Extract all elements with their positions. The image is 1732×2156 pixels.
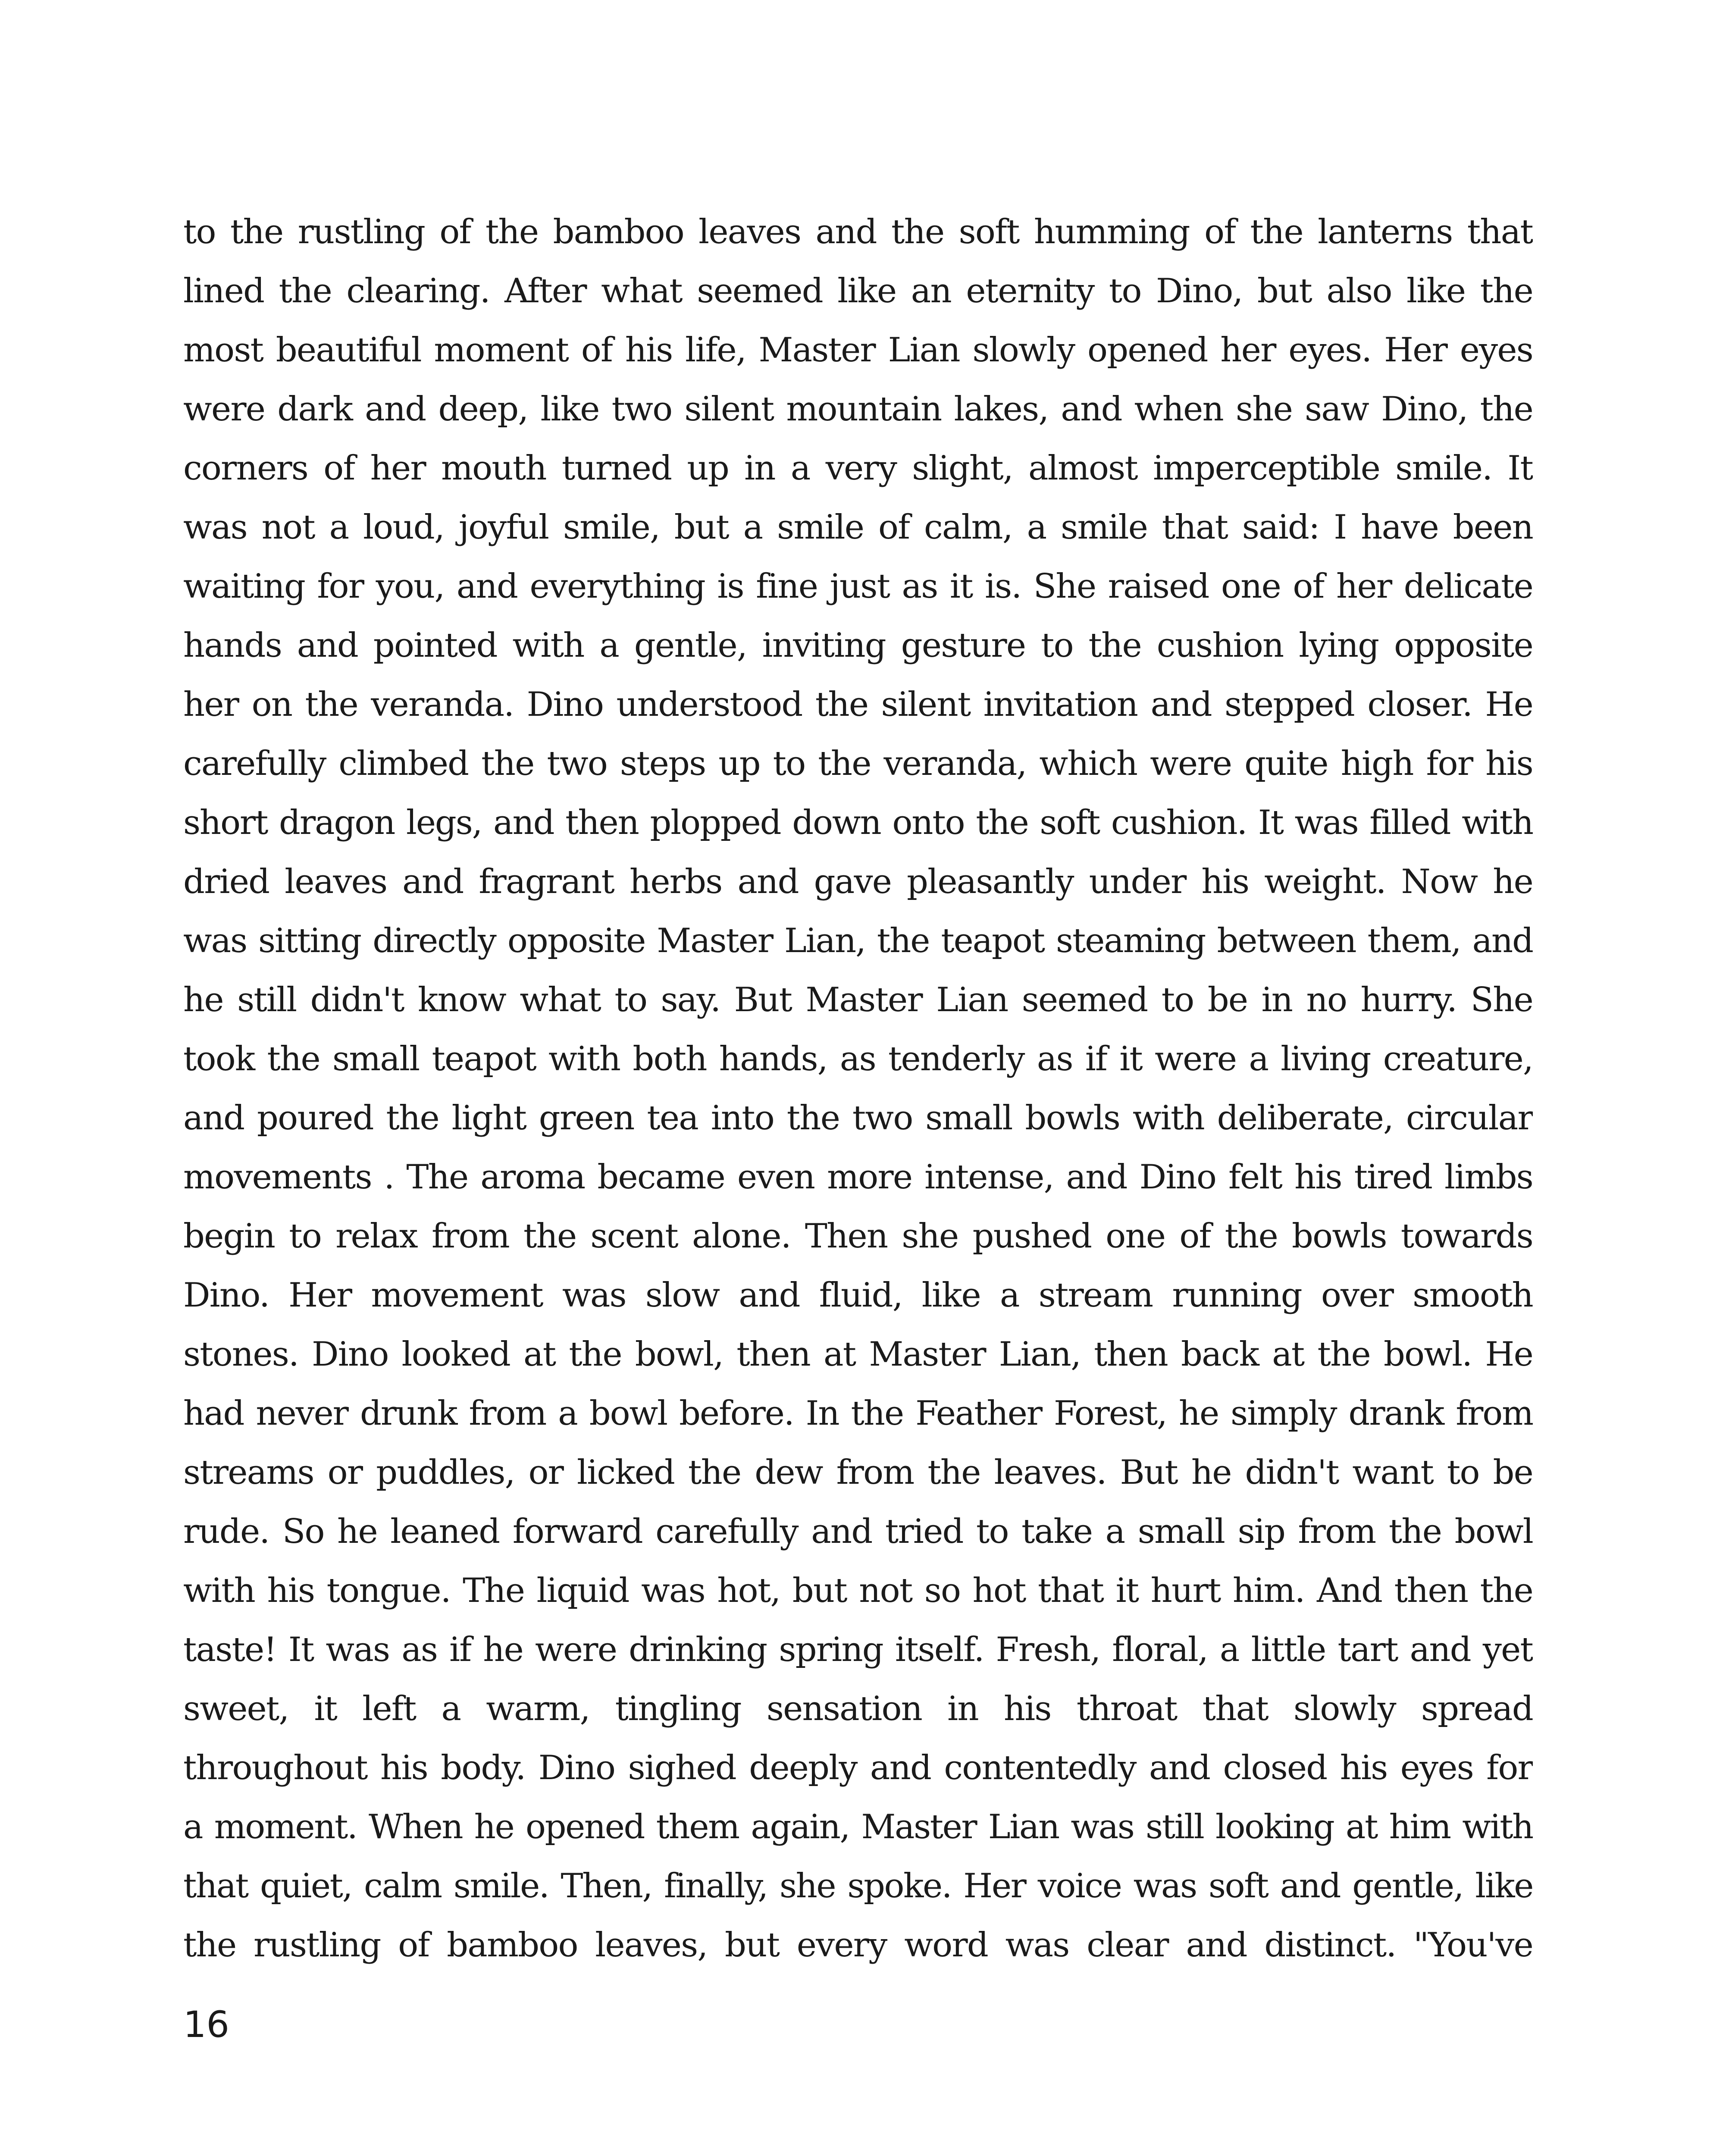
text-line: most beautiful moment of his life, Master Lian slowly opened her eyes. Her eyes (183, 331, 1533, 370)
text-line: was sitting directly opposite Master Lian, the teapot steaming between them, and (183, 921, 1533, 960)
body-text (183, 203, 1533, 1975)
text-line: stones. Dino looked at the bowl, then at Master Lian, then back at the bowl. He (183, 1335, 1533, 1374)
text-line: were dark and deep, like two silent mountain lakes, and when she saw Dino, the (183, 390, 1533, 429)
text-line: had never drunk from a bowl before. In the Feather Forest, he simply drank from (183, 1394, 1533, 1433)
text-line: her on the veranda. Dino understood the silent invitation and stepped closer. He (183, 685, 1533, 724)
text-line: streams or puddles, or licked the dew from the leaves. But he didn't want to be (183, 1453, 1533, 1492)
text-line: dried leaves and fragrant herbs and gave pleasantly under his weight. Now he (183, 862, 1533, 901)
text-line: the rustling of bamboo leaves, but every word was clear and distinct. "You've (183, 1926, 1533, 1965)
text-line: he still didn't know what to say. But Master Lian seemed to be in no hurry. She (183, 981, 1533, 1019)
text-line: begin to relax from the scent alone. Then she pushed one of the bowls towards (183, 1217, 1533, 1256)
text-line: sweet, it left a warm, tingling sensation in his throat that slowly spread (183, 1689, 1533, 1728)
text-line: waiting for you, and everything is fine just as it is. She raised one of her delicate (183, 567, 1533, 606)
text-line: took the small teapot with both hands, as tenderly as if it were a living creature, (183, 1040, 1533, 1078)
text-line: was not a loud, joyful smile, but a smile of calm, a smile that said: I have been (183, 508, 1533, 547)
text-line: short dragon legs, and then plopped down onto the soft cushion. It was filled with (183, 803, 1533, 842)
text-line: with his tongue. The liquid was hot, but not so hot that it hurt him. And then the (183, 1571, 1533, 1610)
text-line: taste! It was as if he were drinking spring itself. Fresh, floral, a little tart and yet (183, 1630, 1533, 1669)
text-line: carefully climbed the two steps up to the veranda, which were quite high for his (183, 744, 1533, 783)
text-line: corners of her mouth turned up in a very slight, almost imperceptible smile. It (183, 449, 1533, 488)
text-line: and poured the light green tea into the two small bowls with deliberate, circular (183, 1099, 1533, 1138)
text-line: rude. So he leaned forward carefully and tried to take a small sip from the bowl (183, 1512, 1533, 1551)
text-line: Dino. Her movement was slow and fluid, like a stream running over smooth (183, 1276, 1533, 1315)
page-number: 16 (183, 2003, 229, 2046)
text-line: lined the clearing. After what seemed like an eternity to Dino, but also like the (183, 272, 1533, 310)
text-line: movements . The aroma became even more intense, and Dino felt his tired limbs (183, 1158, 1533, 1197)
text-line: to the rustling of the bamboo leaves and the soft humming of the lanterns that (183, 213, 1533, 251)
text-line: a moment. When he opened them again, Master Lian was still looking at him with (183, 1808, 1533, 1846)
text-line: hands and pointed with a gentle, inviting gesture to the cushion lying opposite (183, 626, 1533, 665)
text-line: that quiet, calm smile. Then, finally, she spoke. Her voice was soft and gentle, like (183, 1867, 1533, 1905)
text-line: throughout his body. Dino sighed deeply and contentedly and closed his eyes for (183, 1749, 1533, 1787)
